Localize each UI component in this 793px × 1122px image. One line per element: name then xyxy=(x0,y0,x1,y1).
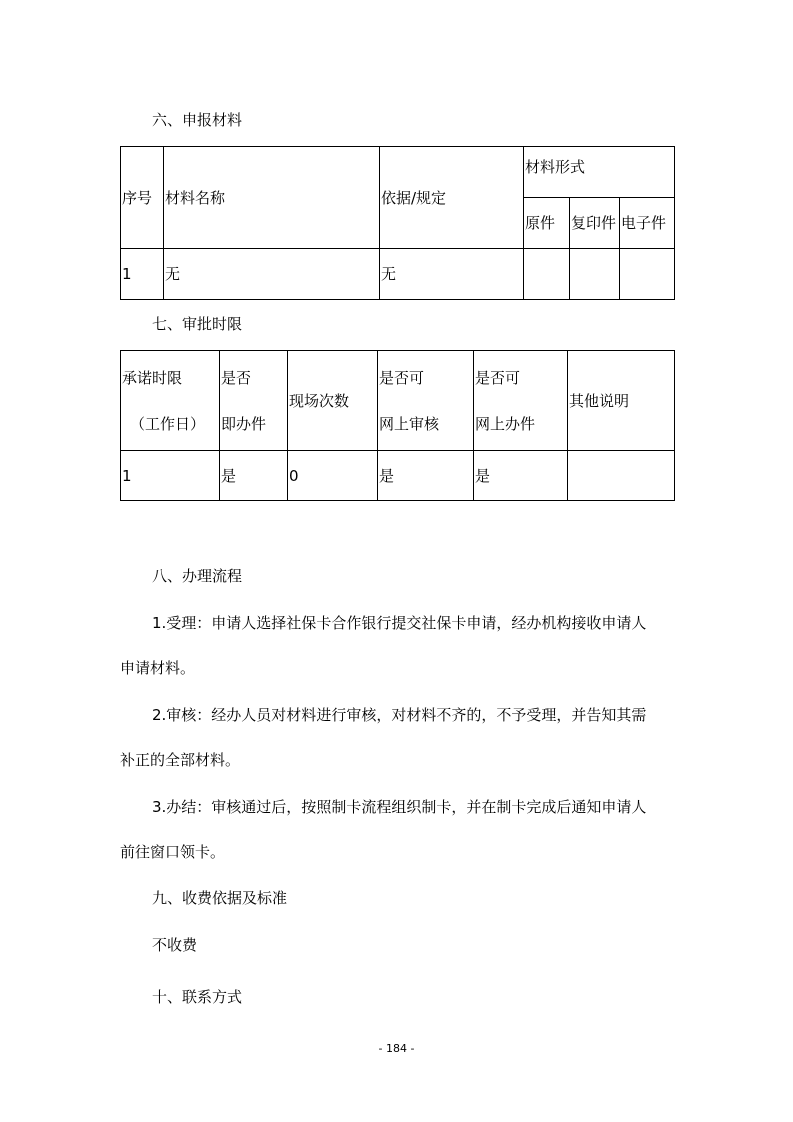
header-electronic: 电子件 xyxy=(620,198,675,249)
header-index: 序号 xyxy=(121,147,164,249)
process-step-accept-line1: 1.受理：申请人选择社保卡合作银行提交社保卡申请，经办机构接收申请人 xyxy=(152,614,647,632)
process-step-complete-line2: 前往窗口领卡。 xyxy=(120,843,226,861)
header-online-review-line1: 是否可 xyxy=(379,368,425,387)
header-notes: 其他说明 xyxy=(568,351,675,451)
process-step-complete xyxy=(120,797,680,862)
header-instant-line1: 是否 xyxy=(221,368,252,387)
process-step-review xyxy=(120,705,680,770)
section-heading-contact: 十、联系方式 xyxy=(152,988,243,1006)
time-limit-table xyxy=(120,350,675,501)
page-number: - 184 - xyxy=(378,1042,415,1055)
fee-text: 不收费 xyxy=(152,936,198,954)
cell-original xyxy=(524,249,570,300)
header-visits: 现场次数 xyxy=(288,351,378,451)
cell-online-review: 是 xyxy=(378,451,474,501)
table-row xyxy=(121,451,675,501)
header-promise-line2: （工作日） xyxy=(130,414,206,433)
header-promise-days xyxy=(121,351,220,451)
table-row xyxy=(121,249,675,300)
header-material-form: 材料形式 xyxy=(524,147,675,198)
cell-material-name: 无 xyxy=(164,249,380,300)
header-basis: 依据/规定 xyxy=(380,147,524,249)
cell-index: 1 xyxy=(121,249,164,300)
process-step-accept xyxy=(120,613,680,678)
materials-table xyxy=(120,146,675,300)
header-online-review xyxy=(378,351,474,451)
process-step-review-line2: 补正的全部材料。 xyxy=(120,751,241,769)
section-heading-process: 八、办理流程 xyxy=(152,567,243,585)
header-instant-line2: 即办件 xyxy=(221,414,267,433)
cell-electronic xyxy=(620,249,675,300)
process-step-complete-line1: 3.办结：审核通过后，按照制卡流程组织制卡，并在制卡完成后通知申请人 xyxy=(152,798,647,816)
section-heading-materials: 六、申报材料 xyxy=(152,111,243,129)
header-original: 原件 xyxy=(524,198,570,249)
cell-instant: 是 xyxy=(220,451,288,501)
cell-promise-days: 1 xyxy=(121,451,220,501)
section-heading-time-limit: 七、审批时限 xyxy=(152,315,243,333)
header-online-handle-line2: 网上办件 xyxy=(475,414,536,433)
cell-copy xyxy=(570,249,620,300)
cell-visits: 0 xyxy=(288,451,378,501)
process-step-accept-line2: 申请材料。 xyxy=(120,659,196,677)
header-instant xyxy=(220,351,288,451)
process-step-review-line1: 2.审核：经办人员对材料进行审核，对材料不齐的，不予受理，并告知其需 xyxy=(152,706,647,724)
header-material-name: 材料名称 xyxy=(164,147,380,249)
header-promise-line1: 承诺时限 xyxy=(122,368,183,387)
header-online-handle xyxy=(474,351,568,451)
cell-notes xyxy=(568,451,675,501)
header-online-review-line2: 网上审核 xyxy=(379,414,440,433)
section-heading-fee: 九、收费依据及标准 xyxy=(152,889,288,907)
cell-basis: 无 xyxy=(380,249,524,300)
header-copy: 复印件 xyxy=(570,198,620,249)
cell-online-handle: 是 xyxy=(474,451,568,501)
header-online-handle-line1: 是否可 xyxy=(475,368,521,387)
